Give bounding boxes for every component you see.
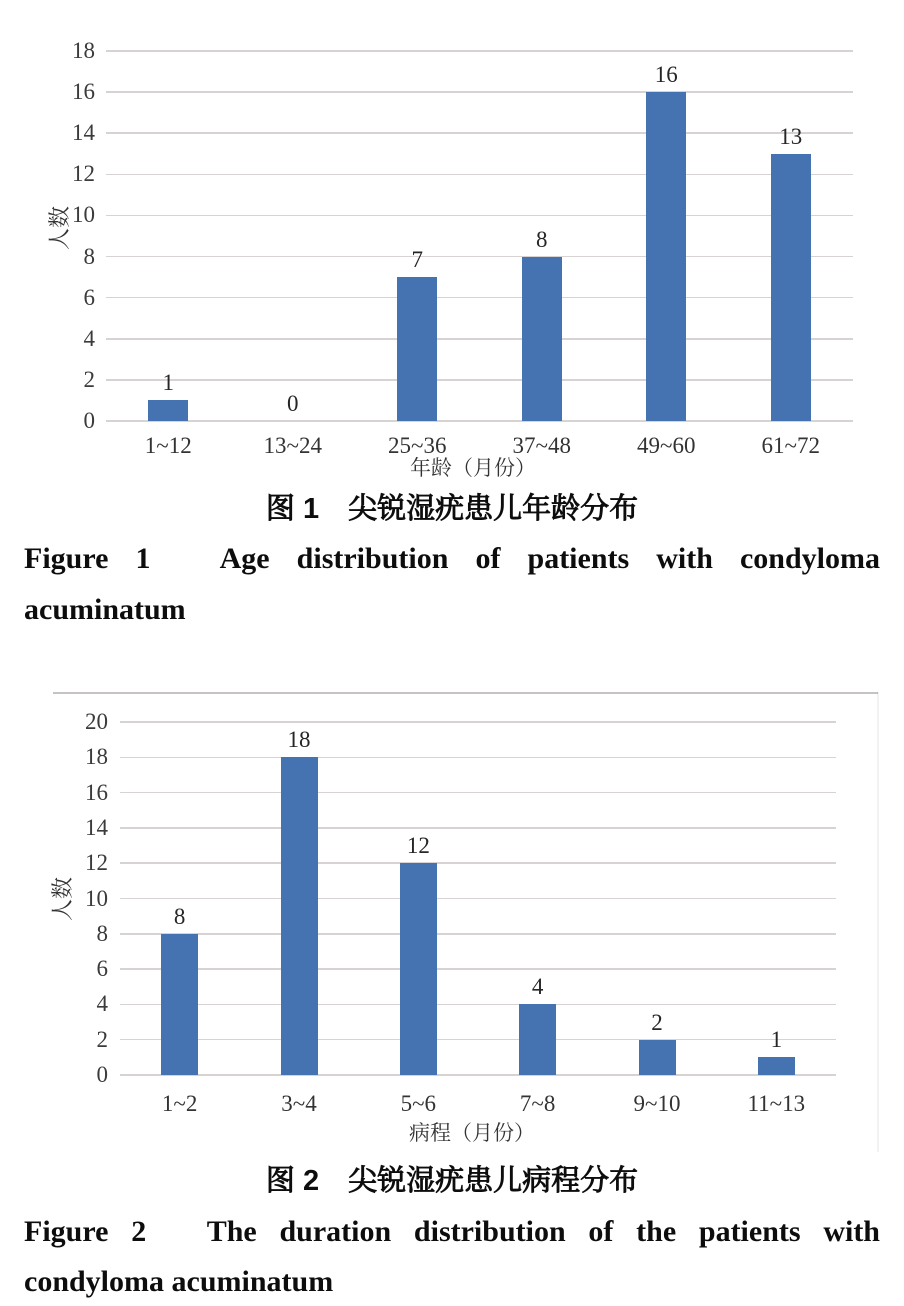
x-tick-label: 13~24: [263, 433, 322, 458]
bar-value-label: 16: [654, 62, 678, 88]
figure2-caption-en-line2: condyloma acuminatum: [24, 1265, 334, 1298]
y-tick-label: 20: [85, 709, 108, 734]
gridline: [120, 721, 836, 723]
gridline: [120, 792, 836, 794]
gridline: [120, 898, 836, 900]
bar: [397, 277, 437, 421]
bar-value-label: 7: [411, 247, 423, 273]
bar: [519, 1004, 556, 1075]
y-tick-label: 18: [85, 744, 108, 770]
gridline: [106, 132, 853, 134]
x-tick-label: 3~4: [281, 1091, 317, 1116]
bar-value-label: 4: [531, 974, 544, 1000]
bar-value-label: 12: [406, 833, 430, 859]
figure2-caption-en-line1: Figure 2 The duration distribution of the patients with: [24, 1215, 880, 1248]
gridline: [120, 933, 836, 935]
y-tick-label: 6: [83, 284, 95, 310]
bar: [758, 1057, 795, 1075]
x-tick-label: 37~48: [512, 433, 571, 458]
y-tick-label: 4: [96, 991, 108, 1017]
y-tick-label: 12: [85, 850, 108, 876]
gridline: [120, 1074, 836, 1076]
gridline: [106, 91, 853, 93]
gridline: [120, 1039, 836, 1041]
figure2-caption-zh: 图 2 尖锐湿疣患儿病程分布: [265, 1165, 639, 1197]
y-tick-label: 2: [83, 366, 95, 392]
y-axis-title: 人数: [47, 206, 72, 251]
y-tick-label: 14: [72, 120, 95, 146]
y-tick-label: 18: [72, 38, 95, 63]
gridline: [106, 420, 853, 422]
y-tick-label: 16: [85, 779, 108, 805]
bar: [646, 92, 686, 421]
x-tick-label: 1~12: [144, 433, 192, 458]
bar-value-label: 18: [287, 727, 311, 753]
gridline: [106, 338, 853, 340]
gridline: [120, 757, 836, 759]
y-tick-label: 0: [83, 408, 95, 433]
gridline: [120, 827, 836, 829]
figure1-caption-en-line1: Figure 1 Age distribution of patients with condyloma: [24, 542, 880, 575]
y-tick-label: 10: [85, 885, 108, 911]
x-tick-label: 5~6: [400, 1091, 437, 1116]
x-tick-label: 11~13: [747, 1091, 806, 1116]
bar-value-label: 2: [651, 1009, 663, 1035]
bar-value-label: 13: [779, 123, 803, 149]
y-tick-label: 8: [96, 920, 108, 946]
bar: [771, 154, 811, 421]
bar: [639, 1040, 676, 1075]
x-tick-label: 1~2: [161, 1091, 198, 1116]
bar-value-label: 8: [536, 226, 548, 252]
chart-frame-top: [53, 692, 878, 694]
bar: [161, 934, 198, 1075]
x-tick-label: 61~72: [761, 433, 820, 458]
x-axis-title: 病程（月份）: [409, 1121, 535, 1145]
y-tick-label: 16: [72, 79, 95, 105]
gridline: [106, 297, 853, 299]
y-tick-label: 0: [96, 1062, 108, 1087]
bar-value-label: 1: [162, 370, 174, 396]
gridline: [106, 379, 853, 381]
bar: [148, 400, 188, 421]
bar-value-label: 8: [173, 903, 186, 929]
figure1-caption-en-line2: acuminatum: [24, 593, 186, 626]
x-tick-label: 25~36: [388, 433, 447, 458]
bar: [522, 257, 562, 421]
y-tick-label: 8: [83, 243, 95, 269]
y-tick-label: 2: [96, 1026, 108, 1052]
y-tick-label: 10: [72, 202, 95, 228]
x-axis-title: 年龄（月份）: [410, 456, 536, 480]
bar: [281, 757, 318, 1075]
gridline: [106, 256, 853, 258]
y-tick-label: 14: [85, 814, 108, 840]
figure1-caption-zh: 图 1 尖锐湿疣患儿年龄分布: [265, 493, 639, 525]
bar-value-label: 1: [770, 1027, 783, 1053]
y-tick-label: 6: [96, 956, 108, 982]
bar-value-label: 0: [287, 391, 299, 416]
gridline: [120, 862, 836, 864]
chart-frame-right: [877, 692, 879, 1152]
y-tick-label: 12: [72, 161, 95, 187]
gridline: [106, 174, 853, 176]
x-tick-label: 9~10: [633, 1091, 681, 1116]
y-axis-title: 人数: [50, 877, 75, 922]
x-tick-label: 49~60: [637, 433, 696, 458]
x-tick-label: 7~8: [519, 1091, 556, 1116]
gridline: [120, 1004, 836, 1006]
gridline: [120, 968, 836, 970]
bar: [400, 863, 437, 1075]
gridline: [106, 50, 853, 52]
gridline: [106, 215, 853, 217]
y-tick-label: 4: [83, 325, 95, 351]
